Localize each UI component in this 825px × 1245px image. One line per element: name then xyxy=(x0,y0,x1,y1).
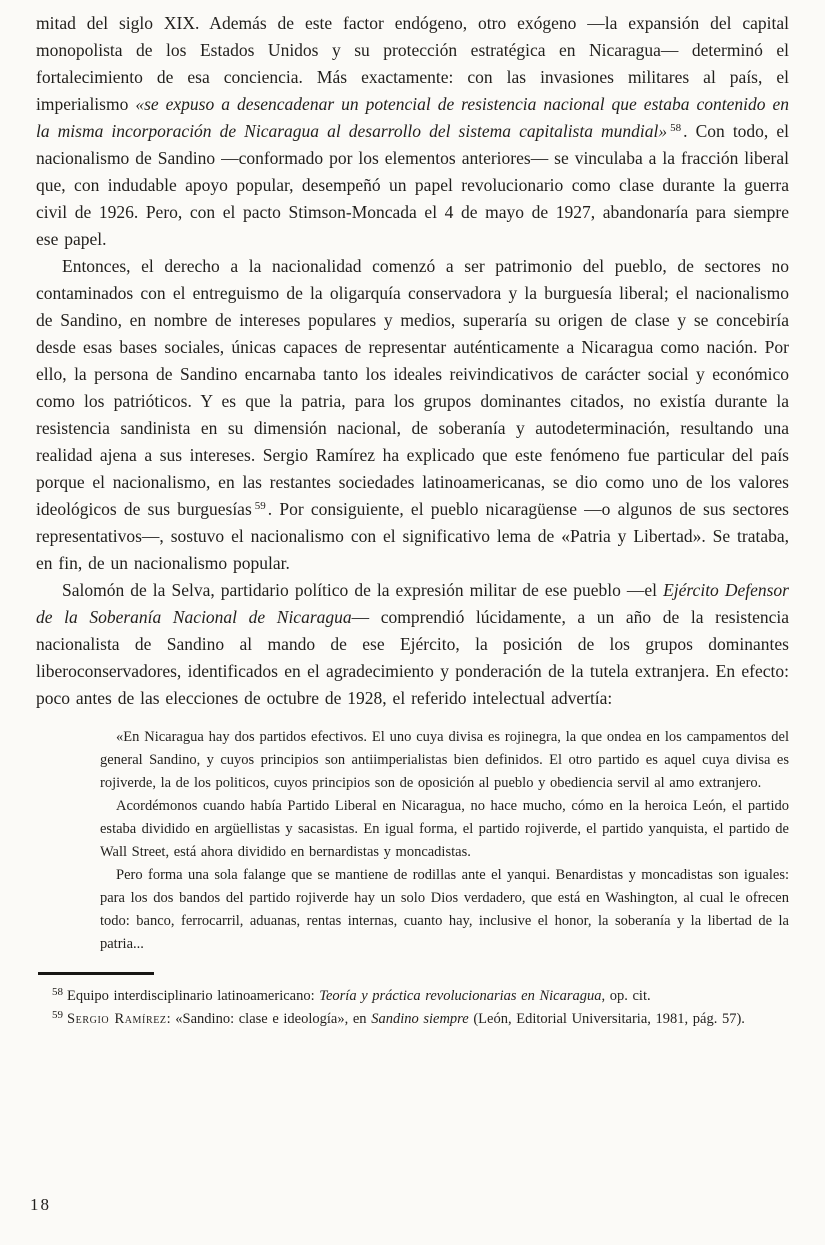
paragraph-3-text-cont: — comprendió lúcidamente, a un año de la resistencia nacionalista de Sandino al mando de ese Ejército, la posición de los grupos dominantes liberoconservadores, identificados en el agradecimiento y ponderación de la tutela extranjera. En efecto: poco antes de las elecciones de octubre de 1928, el referido intelectual advertía: xyxy=(36,607,789,708)
footnote-58-text: Equipo interdisciplinario latinoamericano: xyxy=(67,988,320,1004)
paragraph-1-text-cont: . Con todo, el nacionalismo de Sandino —conformado por los elementos anteriores— se vinculaba a la fracción liberal que, con indudable apoyo popular, desempeñó un papel revolucionario como clase durante la guerra civil de 1926. Pero, con el pacto Stimson-Moncada el 4 de mayo de 1927, abandonaría para siempre ese papel. xyxy=(36,121,789,249)
footnote-ref-58: 58 xyxy=(670,122,682,134)
footnote-59-text-cont: (León, Editorial Universitaria, 1981, pág. 57). xyxy=(468,1011,745,1027)
footnote-59-author: Sergio Ramírez xyxy=(67,1011,167,1027)
quote-paragraph-3: Pero forma una sola falange que se mantiene de rodillas ante el yanqui. Benardistas y moncadistas son iguales: para los dos bandos del partido rojiverde hay un solo Dios verdadero, que está en Washington, al cual le ofrecen todo: banco, ferrocarril, aduanas, rentas internas, cuanto hay, inclusive el honor, la soberanía y la libertad de la patria... xyxy=(100,867,789,952)
footnotes xyxy=(36,985,789,1031)
footnote-58-title-italic: Teoría y práctica revolucionarias en Nicaragua xyxy=(319,988,602,1004)
book-title-italic: Ejército Defensor de la Soberanía Nacional de Nicaragua xyxy=(36,580,789,627)
paragraph-2-text-cont: . Por consiguiente, el pueblo nicaragüense —o algunos de sus sectores representativos—, sostuvo el nacionalismo con el significativo lema de «Patria y Libertad». Se trataba, en fin, de un nacionalismo popular. xyxy=(36,499,789,573)
inline-italic-quote: «se expuso a desencadenar un potencial de resistencia nacional que estaba contenido en la misma incorporación de Nicaragua al desarrollo del sistema capitalista mundial» xyxy=(36,94,789,141)
main-text xyxy=(36,10,789,956)
footnote-58-text-cont: , op. cit. xyxy=(601,988,651,1004)
paragraph-2 xyxy=(36,253,789,577)
footnote-58-marker: 58 xyxy=(52,986,63,998)
footnote-59-title-italic: Sandino siempre xyxy=(371,1011,469,1027)
quote-paragraph-2: Acordémonos cuando había Partido Liberal en Nicaragua, no hace mucho, cómo en la heroica León, el partido estaba dividido en argüellistas y sacasistas. En igual forma, el partido rojiverde, el partido yanquista, el partido de Wall Street, está ahora dividido en bernardistas y moncadistas. xyxy=(100,798,789,860)
footnote-separator-rule xyxy=(38,972,154,975)
paragraph-3-text: Salomón de la Selva, partidario político de la expresión militar de ese pueblo —el xyxy=(62,580,664,600)
paragraph-1 xyxy=(36,10,789,253)
paragraph-3 xyxy=(36,577,789,712)
blockquote xyxy=(100,726,789,956)
paragraph-1-text: mitad del siglo XIX. Además de este factor endógeno, otro exógeno —la expansión del capital monopolista de los Estados Unidos y su protección estratégica en Nicaragua— determinó el fortalecimiento de esa conciencia. Más exactamente: con las invasiones militares al país, el imperialismo xyxy=(36,13,789,114)
footnote-ref-59: 59 xyxy=(254,500,266,512)
paragraph-2-text: Entonces, el derecho a la nacionalidad comenzó a ser patrimonio del pueblo, de sectores no contaminados con el entreguismo de la oligarquía conservadora y la burguesía liberal; el nacionalismo de Sandino, en nombre de intereses populares y medios, superaría su origen de clase y se concebiría desde esas bases sociales, únicas capaces de representar auténticamente a Nicaragua como nación. Por ello, la persona de Sandino encarnaba tanto los ideales reivindicativos de carácter social y económico como los patrióticos. Y es que la patria, para los grupos dominantes citados, no existía durante la resistencia sandinista en su dimensión nacional, de soberanía y autodeterminación, resultando una realidad ajena a sus intereses. Sergio Ramírez ha explicado que este fenómeno fue particular del país porque el nacionalismo, en las restantes sociedades latinoamericanas, se dio como uno de los valores ideológicos de sus burguesías xyxy=(36,256,789,519)
quote-paragraph-1: «En Nicaragua hay dos partidos efectivos. El uno cuya divisa es rojinegra, la que ondea en los campamentos del general Sandino, y cuyos principios son antiimperialistas bien definidos. El otro partido es aquel cuya divisa es rojiverde, la de los politicos, cuyos principios son de oposición al pueblo y obediencia servil al amo extranjero. xyxy=(100,729,789,791)
footnote-59-marker: 59 xyxy=(52,1009,63,1021)
footnote-58 xyxy=(36,985,789,1008)
footnote-59-text: : «Sandino: clase e ideología», en xyxy=(166,1011,372,1027)
footnote-59 xyxy=(36,1008,789,1031)
page-number: 18 xyxy=(30,1195,51,1214)
